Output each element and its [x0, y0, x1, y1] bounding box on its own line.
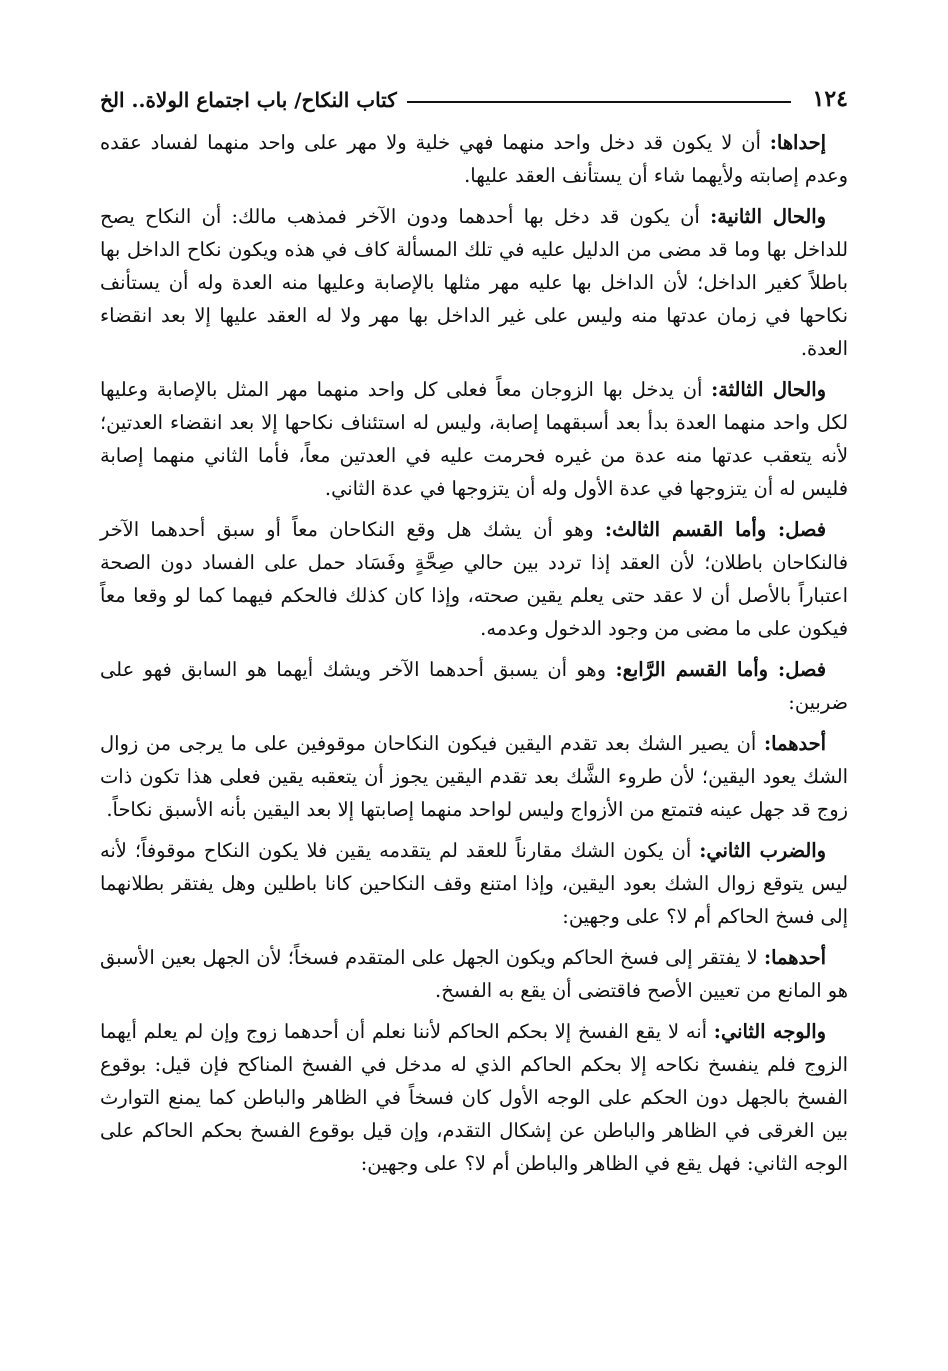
- page-header: [100, 76, 848, 112]
- paragraph-text: أن يكون الشك مقارناً للعقد لم يتقدمه يقين فلا يكون النكاح موقوفاً؛ لأنه ليس يتوقع زوال الشك بعود اليقين، وإذا امتنع وقف النكاحين كانا باطلين وهل يفتقر بطلانهما إلى فسخ الحاكم أم لا؟ على وجهين:: [100, 839, 848, 928]
- paragraph-heading: والضرب الثاني:: [699, 839, 826, 862]
- paragraph-text: لا يفتقر إلى فسخ الحاكم ويكون الجهل على المتقدم فسخاً؛ لأن الجهل بعين الأسبق هو المانع من تعيين الأصح فاقتضى أن يقع به الفسخ.: [100, 946, 848, 1002]
- paragraph-heading: والوجه الثاني:: [713, 1020, 826, 1043]
- paragraph-text: أن يدخل بها الزوجان معاً فعلى كل واحد منهما مهر المثل بالإصابة وعليها لكل واحد منهما العدة بدأ بعد أسبقهما إصابة، وليس له استئناف نكاحها إلا بعد انقضاء العدتين؛ لأنه يتعقب عدتها منه عدة من غيره فحرمت عليه في العدتين معاً، فأما الثاني منهما إصابة فليس له أن يتزوجها في عدة الأول وله أن يتزوجها في عدة الثاني.: [100, 378, 848, 500]
- paragraph-text: وهو أن يسبق أحدهما الآخر ويشك أيهما هو السابق فهو على ضربين:: [100, 658, 848, 714]
- paragraph-heading: إحداها:: [769, 131, 826, 154]
- paragraph: [100, 373, 848, 505]
- paragraph-text: وهو أن يشك هل وقع النكاحان معاً أو سبق أحدهما الآخر فالنكاحان باطلان؛ لأن العقد إذا تردد بين حالي صِحَّةٍ وفَسَاد حمل على الفساد دون الصحة اعتباراً بالأصل أن لا عقد حتى يعلم يقين صحته، وإذا كان كذلك فالحكم فيهما كما لو وقعا معاً فيكون على ما مضى من وجود الدخول وعدمه.: [100, 518, 848, 640]
- paragraph-heading: أحدهما:: [763, 946, 826, 969]
- paragraph-text: أن يصير الشك بعد تقدم اليقين فيكون النكاحان موقوفين على ما يرجى من زوال الشك يعود اليقين؛ لأن طروء الشَّك بعد تقدم اليقين يجوز أن يتعقبه يقين فعلى هذا تكون ذات زوج قد جهل عينه فتمتع من الأزواج وليس لواحد منهما إصابتها إلا بعد اليقين بأنه الأسبق نكاحاً.: [100, 732, 848, 821]
- paragraph-text: أن يكون قد دخل بها أحدهما ودون الآخر فمذهب مالك: أن النكاح يصح للداخل بها وما قد مضى من الدليل عليه في تلك المسألة كاف في هذه ويكون نكاح الداخل بها باطلاً كغير الداخل؛ لأن الداخل بها عليه مهر مثلها بالإصابة وعليها منه العدة وله أن يستأنف نكاحها في زمان عدتها منه وليس على غير الداخل بها مهر ولا له العقد عليها إلا بعد انقضاء العدة.: [100, 205, 848, 360]
- paragraph: [100, 1015, 848, 1180]
- paragraph: [100, 727, 848, 826]
- paragraph: [100, 200, 848, 365]
- section-marker: فصل:: [778, 658, 826, 681]
- paragraph-heading: أحدهما:: [763, 732, 826, 755]
- paragraph-text: أنه لا يقع الفسخ إلا بحكم الحاكم لأننا نعلم أن أحدهما زوج وإن لم يعلم أيهما الزوج فلم ينفسخ نكاحه إلا بحكم الحاكم الذي له مدخل في الفسخ المناكح فإن قيل: بوقوع الفسخ بالجهل دون الحكم على الوجه الأول كان فسخاً في الظاهر والباطن كما يمنع التوارث بين الغرقى في الظاهر والباطن عن إشكال التقدم، وإن قيل بوقوع الفسخ بحكم الحاكم على الوجه الثاني: فهل يقع في الظاهر والباطن أم لا؟ على وجهين:: [100, 1020, 848, 1175]
- page-body: [100, 126, 848, 1341]
- paragraph-heading: والحال الثانية:: [710, 205, 827, 228]
- header-rule: [407, 101, 791, 103]
- paragraph-text: أن لا يكون قد دخل واحد منهما فهي خلية ولا مهر على واحد منهما لفساد عقده وعدم إصابته ولأيهما شاء أن يستأنف العقد عليها.: [100, 131, 848, 187]
- paragraph: [100, 513, 848, 645]
- paragraph: [100, 653, 848, 719]
- running-title: كتاب النكاح/ باب اجتماع الولاة.. الخ: [100, 88, 397, 112]
- paragraph: [100, 834, 848, 933]
- paragraph: [100, 941, 848, 1007]
- paragraph-heading: وأما القسم الرَّابع:: [615, 658, 779, 681]
- paragraph-heading: والحال الثالثة:: [711, 378, 826, 401]
- section-marker: فصل:: [778, 518, 826, 541]
- paragraph-heading: وأما القسم الثالث:: [604, 518, 779, 541]
- page-number: ١٢٤: [812, 86, 848, 112]
- paragraph: [100, 126, 848, 192]
